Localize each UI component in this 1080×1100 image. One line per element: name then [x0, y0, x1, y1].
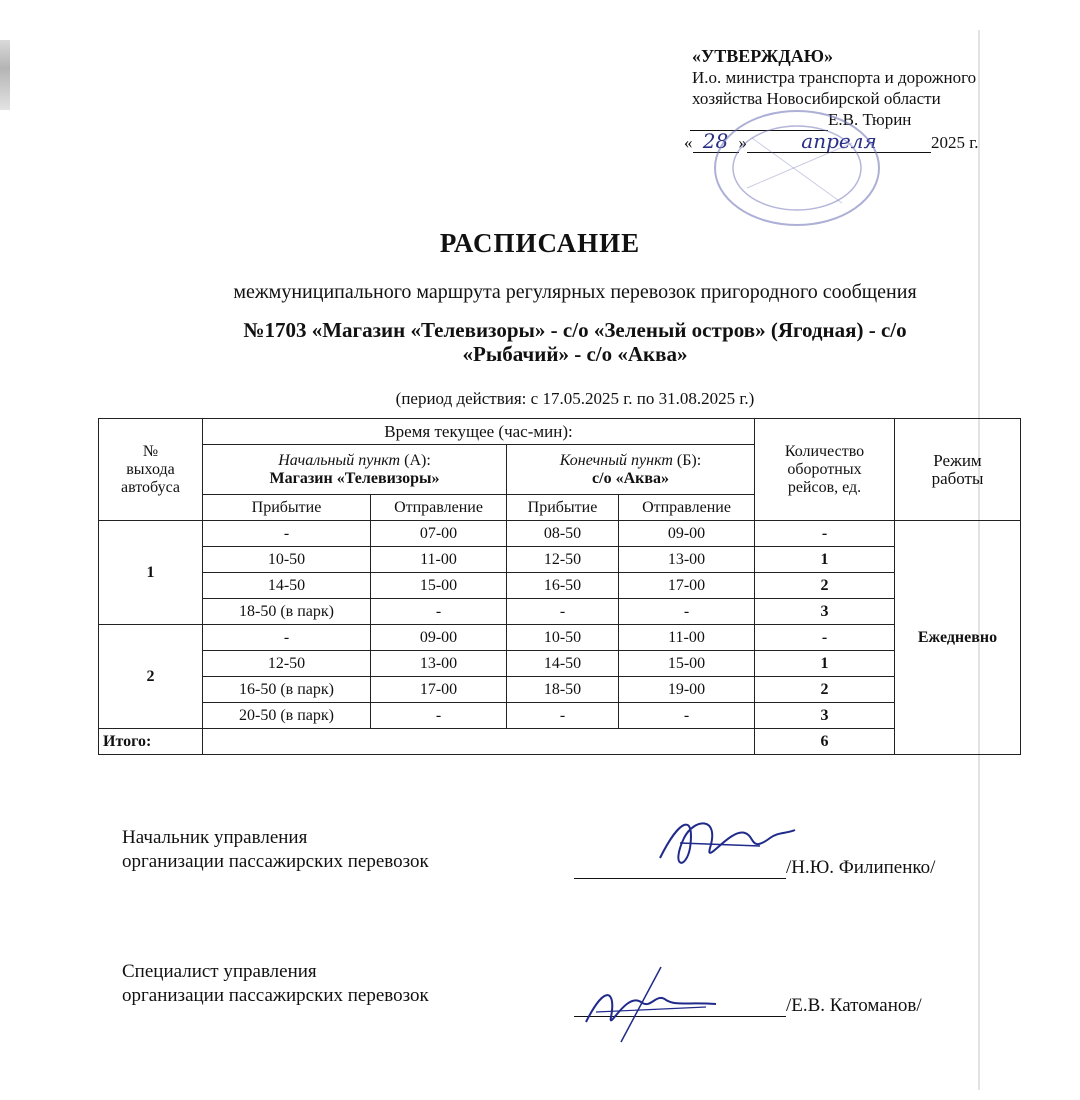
cell-b-arrival: 16-50 [507, 573, 619, 599]
bus-number-2: 2 [99, 625, 203, 729]
cell-a-arrival: 20-50 (в парк) [203, 703, 371, 729]
cell-b-departure: - [619, 599, 755, 625]
cell-a-arrival: 10-50 [203, 547, 371, 573]
table-row [99, 599, 1021, 625]
cell-b-departure: - [619, 703, 755, 729]
approval-position-line2: хозяйства Новосибирской области [692, 89, 941, 108]
cell-a-arrival: 18-50 (в парк) [203, 599, 371, 625]
work-mode-value: Ежедневно [895, 521, 1021, 755]
signer-2-name: /Е.В. Катоманов/ [786, 995, 922, 1016]
total-label: Итого: [99, 729, 203, 755]
cell-b-arrival: 18-50 [507, 677, 619, 703]
header-point-a: Начальный пункт (А): Магазин «Телевизоры» [203, 445, 507, 495]
cell-a-departure: 09-00 [371, 625, 507, 651]
handwritten-signature-2 [566, 962, 726, 1052]
signer-2-title [122, 960, 429, 1008]
cell-a-departure: 11-00 [371, 547, 507, 573]
table-row [99, 625, 1021, 651]
signer-1-position: Начальник управления [122, 827, 308, 848]
header-a-arrival: Прибытие [203, 495, 371, 521]
table-row [99, 573, 1021, 599]
scan-edge-artifact [0, 40, 10, 110]
header-row-1 [99, 419, 1021, 445]
cell-trips: 3 [755, 599, 895, 625]
cell-b-arrival: 14-50 [507, 651, 619, 677]
table-row [99, 521, 1021, 547]
cell-a-departure: 15-00 [371, 573, 507, 599]
cell-trips: 1 [755, 651, 895, 677]
header-work-mode: Режим работы [895, 419, 1021, 521]
cell-b-departure: 17-00 [619, 573, 755, 599]
cell-trips: - [755, 625, 895, 651]
approval-position-line1: И.о. министра транспорта и дорожного [692, 68, 977, 87]
date-month: апреля [747, 131, 931, 153]
validity-period: (период действия: с 17.05.2025 г. по 31.08.2025 г.) [395, 389, 755, 408]
signer-2-department: организации пассажирских перевозок [122, 985, 429, 1006]
total-spacer [203, 729, 755, 755]
date-day: 28 [693, 131, 739, 153]
cell-a-departure: 13-00 [371, 651, 507, 677]
signer-1-department: организации пассажирских перевозок [122, 851, 429, 872]
header-trips-count: Количество оборотных рейсов, ед. [755, 419, 895, 521]
cell-a-departure: 17-00 [371, 677, 507, 703]
date-close-quote: » [738, 133, 747, 152]
cell-b-departure: 15-00 [619, 651, 755, 677]
route-line-1: №1703 «Магазин «Телевизоры» - с/о «Зеленый остров» (Ягодная) - с/о [243, 318, 907, 342]
table-row [99, 703, 1021, 729]
cell-a-departure: - [371, 703, 507, 729]
route-name [0, 318, 1080, 366]
approval-heading: «УТВЕРЖДАЮ» [692, 46, 834, 66]
total-row [99, 729, 1021, 755]
header-a-departure: Отправление [371, 495, 507, 521]
official-seal-stamp [712, 108, 882, 228]
table-row [99, 547, 1021, 573]
approval-name: Е.В. Тюрин [828, 110, 912, 129]
signer-1-name: /Н.Ю. Филипенко/ [786, 857, 936, 878]
header-b-arrival: Прибытие [507, 495, 619, 521]
route-line-2: «Рыбачий» - с/о «Аква» [462, 342, 688, 366]
signer-1-title [122, 826, 429, 874]
cell-a-departure: 07-00 [371, 521, 507, 547]
header-b-departure: Отправление [619, 495, 755, 521]
cell-b-arrival: - [507, 703, 619, 729]
document-title: РАСПИСАНИЕ [439, 228, 641, 258]
cell-a-departure: - [371, 599, 507, 625]
cell-b-departure: 11-00 [619, 625, 755, 651]
cell-b-departure: 09-00 [619, 521, 755, 547]
cell-a-arrival: - [203, 625, 371, 651]
cell-trips: 2 [755, 677, 895, 703]
cell-trips: 1 [755, 547, 895, 573]
cell-trips: 3 [755, 703, 895, 729]
cell-b-arrival: 08-50 [507, 521, 619, 547]
cell-a-arrival: 16-50 (в парк) [203, 677, 371, 703]
cell-b-arrival: - [507, 599, 619, 625]
cell-a-arrival: 14-50 [203, 573, 371, 599]
cell-b-arrival: 10-50 [507, 625, 619, 651]
header-time-group: Время текущее (час-мин): [203, 419, 755, 445]
date-open-quote: « [684, 133, 693, 152]
cell-b-departure: 19-00 [619, 677, 755, 703]
cell-trips: - [755, 521, 895, 547]
bus-number-1: 1 [99, 521, 203, 625]
schedule-table [98, 418, 1021, 755]
header-bus-number: № выхода автобуса [99, 419, 203, 521]
cell-a-arrival: 12-50 [203, 651, 371, 677]
cell-b-arrival: 12-50 [507, 547, 619, 573]
cell-b-departure: 13-00 [619, 547, 755, 573]
table-row [99, 677, 1021, 703]
header-point-b: Конечный пункт (Б): с/о «Аква» [507, 445, 755, 495]
document-subtitle: межмуниципального маршрута регулярных перевозок пригородного сообщения [233, 281, 917, 303]
handwritten-signature-1 [650, 808, 800, 878]
signer-2-position: Специалист управления [122, 961, 317, 982]
date-year: 2025 г. [931, 133, 979, 152]
cell-trips: 2 [755, 573, 895, 599]
total-value: 6 [755, 729, 895, 755]
cell-a-arrival: - [203, 521, 371, 547]
table-row [99, 651, 1021, 677]
